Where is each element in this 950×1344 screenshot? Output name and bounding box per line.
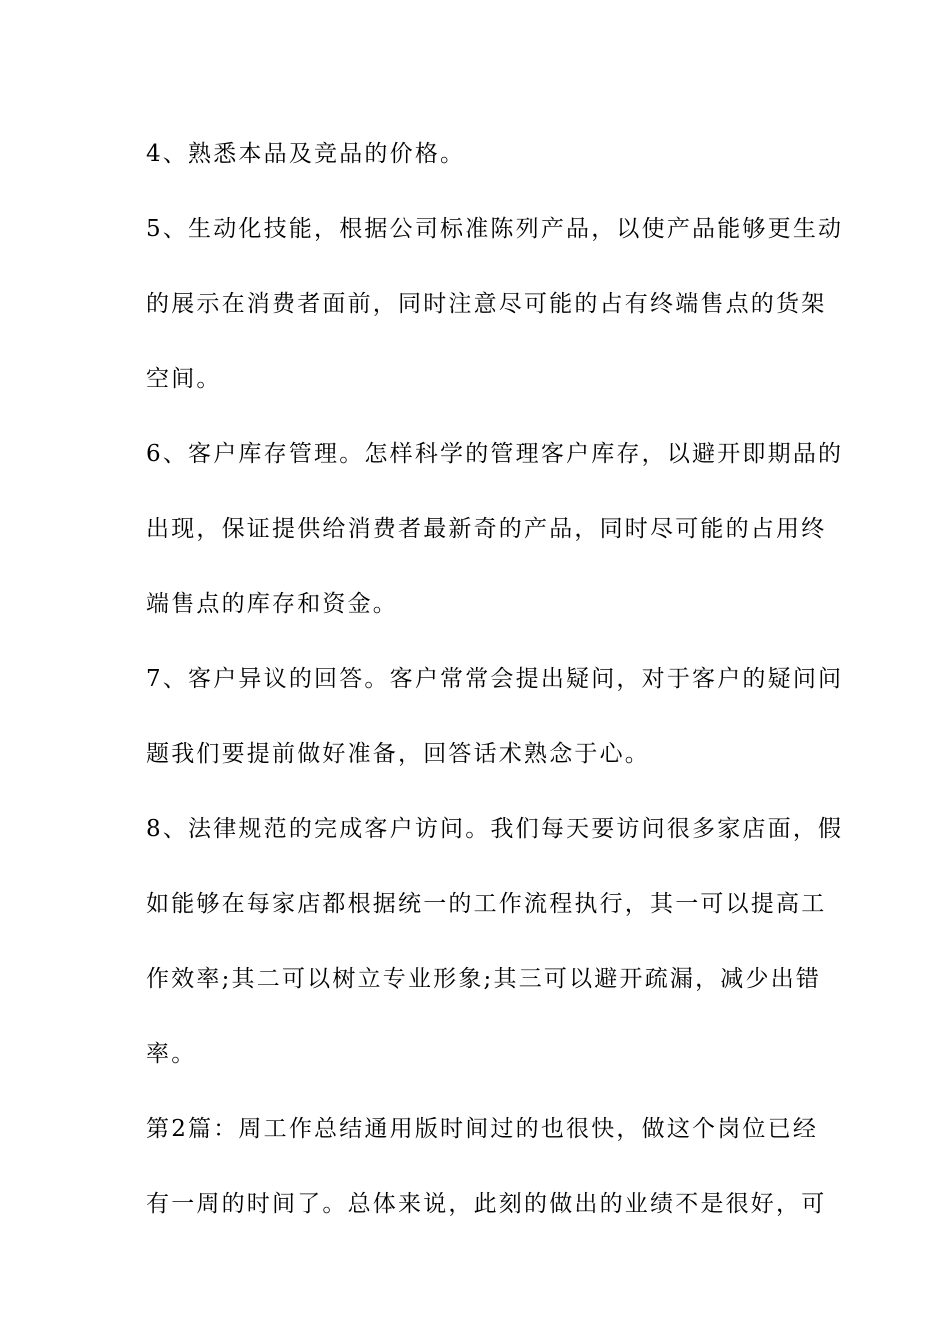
text-line: 作效率;其二可以树立专业形象;其三可以避开疏漏，减少出错	[146, 966, 822, 992]
text-line: 端售点的库存和资金。	[146, 591, 398, 617]
text-line: 题我们要提前做好准备，回答话术熟念于心。	[146, 741, 650, 767]
text-line: 出现，保证提供给消费者最新奇的产品，同时尽可能的占用终	[146, 516, 827, 542]
text-line: 4、熟悉本品及竞品的价格。	[146, 141, 466, 167]
text-line: 7、客户异议的回答。客户常常会提出疑问，对于客户的疑问问	[146, 666, 844, 692]
text-line: 如能够在每家店都根据统一的工作流程执行，其一可以提高工	[146, 891, 827, 917]
text-line: 空间。	[146, 366, 222, 392]
text-line: 8、法律规范的完成客户访问。我们每天要访问很多家店面，假	[146, 816, 844, 842]
text-line: 的展示在消费者面前，同时注意尽可能的占有终端售点的货架	[146, 291, 827, 317]
text-line: 5、生动化技能，根据公司标准陈列产品，以使产品能够更生动	[146, 216, 844, 242]
text-line: 6、客户库存管理。怎样科学的管理客户库存，以避开即期品的	[146, 441, 844, 467]
text-line: 有一周的时间了。总体来说，此刻的做出的业绩不是很好，可	[146, 1191, 827, 1217]
text-line: 率。	[146, 1041, 197, 1067]
text-line: 第2篇：周工作总结通用版时间过的也很快，做这个岗位已经	[146, 1116, 819, 1142]
